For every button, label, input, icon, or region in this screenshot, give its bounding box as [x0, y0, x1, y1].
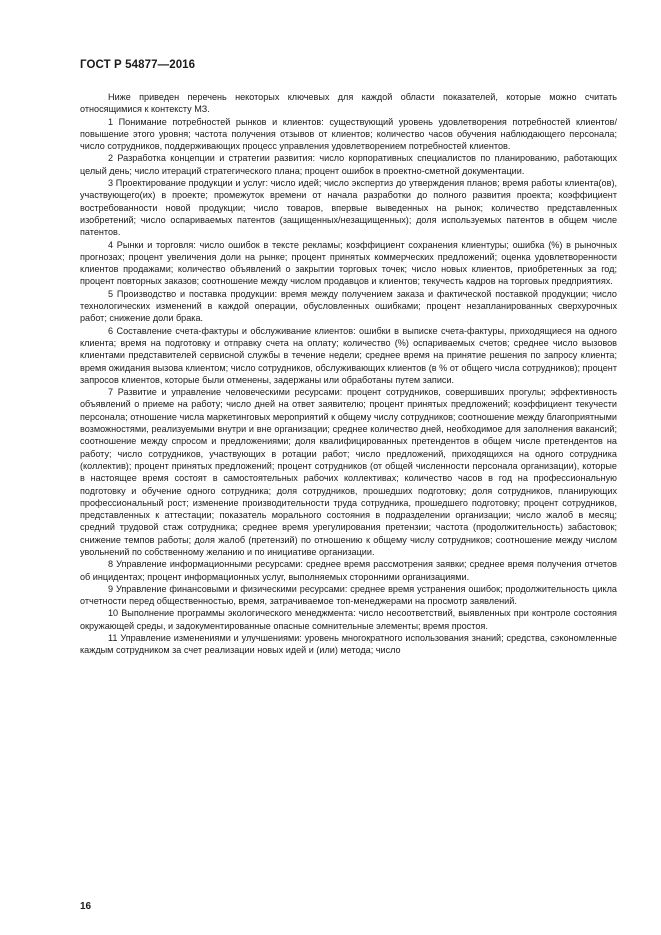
- paragraph-item-11: 11 Управление изменениями и улучшениями: уровень многократного использования знаний; средства, сэкономленные каждым сотрудником за счет реализации новых идей и (или) метода; число: [80, 633, 617, 656]
- paragraph-item-4: 4 Рынки и торговля: число ошибок в тексте рекламы; коэффициент сохранения клиентуры; ошибка (%) в рыночных прогнозах; процент увеличения доли на рынке; процент принятых коммерческих предложений; оценка удовлетворенности клиентов продажами; количество объявлений о закрытии торговых точек; число новых клиентов, приобретенных за год; процент повторных заказов; соотношение между числом продавцов и клиентов; текучесть кадров на торговых предприятиях.: [80, 239, 617, 287]
- paragraph-item-3: 3 Проектирование продукции и услуг: число идей; число экспертиз до утверждения планов; время работы клиента(ов), участвующего(их) в проекте; промежуток времени от начала разработки до полного развития проекта; коэффициент востребованности новой продукции; число товаров, впервые выведенных на рынок; количество представленных изобретений; число оспариваемых патентов (защищенных/незащищенных); доля используемых патентов в общем числе патентов.: [80, 178, 617, 238]
- paragraph-item-10: 10 Выполнение программы экологического менеджмента: число несоответствий, выявленных при контроле состояния окружающей среды, и задокументированные опасные сомнительные элементы; время простоя.: [80, 608, 617, 631]
- paragraph-item-9: 9 Управление финансовыми и физическими ресурсами: среднее время устранения ошибок; продолжительность цикла отчетности перед общественностью, время, затрачиваемое топ-менеджерами на просмотр заявлений.: [80, 583, 617, 607]
- document-body: [80, 91, 617, 657]
- intro-paragraph: Ниже приведен перечень некоторых ключевых для каждой области показателей, которые можно считать относящимися к контексту МЗ.: [80, 92, 617, 115]
- paragraph-item-2: 2 Разработка концепции и стратегии развития: число корпоративных специалистов по планированию, работающих целый день; число итераций стратегического плана; процент ошибок в проектно-сметной документации.: [80, 153, 617, 176]
- document-header: ГОСТ Р 54877—2016: [80, 59, 196, 71]
- page-number: 16: [80, 901, 92, 912]
- paragraph-item-8: 8 Управление информационными ресурсами: среднее время рассмотрения заявки; среднее время получения отчетов об инцидентах; процент информационных услуг, выполняемых сторонними организациями.: [80, 559, 617, 582]
- paragraph-item-5: 5 Производство и поставка продукции: время между получением заказа и фактической поставкой продукции; число технологических изменений в каждой операции, обусловленных ошибками; процент незапланированных сверхурочных работ; снижение доли брака.: [80, 288, 617, 324]
- paragraph-item-7: 7 Развитие и управление человеческими ресурсами: процент сотрудников, совершивших прогулы; эффективность объявлений о приеме на работу; число дней на ответ заявителю; процент принятых предложений; коэффициент текучести персонала; отношение числа маркетинговых мероприятий к общему числу сотрудников; соотношение между благоприятными возможностями, реализуемыми внутри и вне организации; среднее количество дней, необходимое для заполнения вакансий; соотношение между спросом и предложениями; доля квалифицированных претендентов в общем числе претендентов на работу; число сотрудников, участвующих в ротации работ; число предложений, приходящихся на одного сотрудника (коллектив); процент принятых предложений; процент сотрудников (от общей численности персонала организации), которые в настоящее время состоят в самостоятельных рабочих коллективах; количество часов в год на профессиональную подготовку и обучение одного сотрудника; доля сотрудников, прошедших подготовку; доля сотрудников, планирующих профессиональный рост; изменение производительности труда сотрудника, прошедшего подготовку; процент сотрудников, представленных к аттестации; показатель морального состояния в подразделении организации; число жалоб в месяц; средний трудовой стаж сотрудника; среднее время урегулирования претензии; частота (продолжительность) забастовок; снижение темпов работы; доля жалоб (претензий) по отношению к общему числу сотрудников; соотношение между числом увольнений по собственному желанию и по инициативе организации.: [80, 387, 617, 557]
- paragraph-item-6: 6 Составление счета-фактуры и обслуживание клиентов: ошибки в выписке счета-фактуры, приходящиеся на одного клиента; время на подготовку и отправку счета на оплату; количество (%) оспариваемых счетов; среднее число вызовов клиентами представителей сервисной службы в течение недели; среднее время на принятие решения по запросу клиента; время ожидания вызова клиентом; число сотрудников, обслуживающих клиентов (в % от общего числа сотрудников); процент запросов клиентов, которые были отменены, задержаны или обработаны путем записи.: [80, 325, 617, 385]
- paragraph-item-1: 1 Понимание потребностей рынков и клиентов: существующий уровень удовлетворения потребностей клиентов/повышение этого уровня; частота получения отзывов от клиентов; количество часов обучения наблюдающего персонала; число сотрудников, поддерживающих процесс управления удовлетворением потребностей клиентов.: [80, 116, 617, 152]
